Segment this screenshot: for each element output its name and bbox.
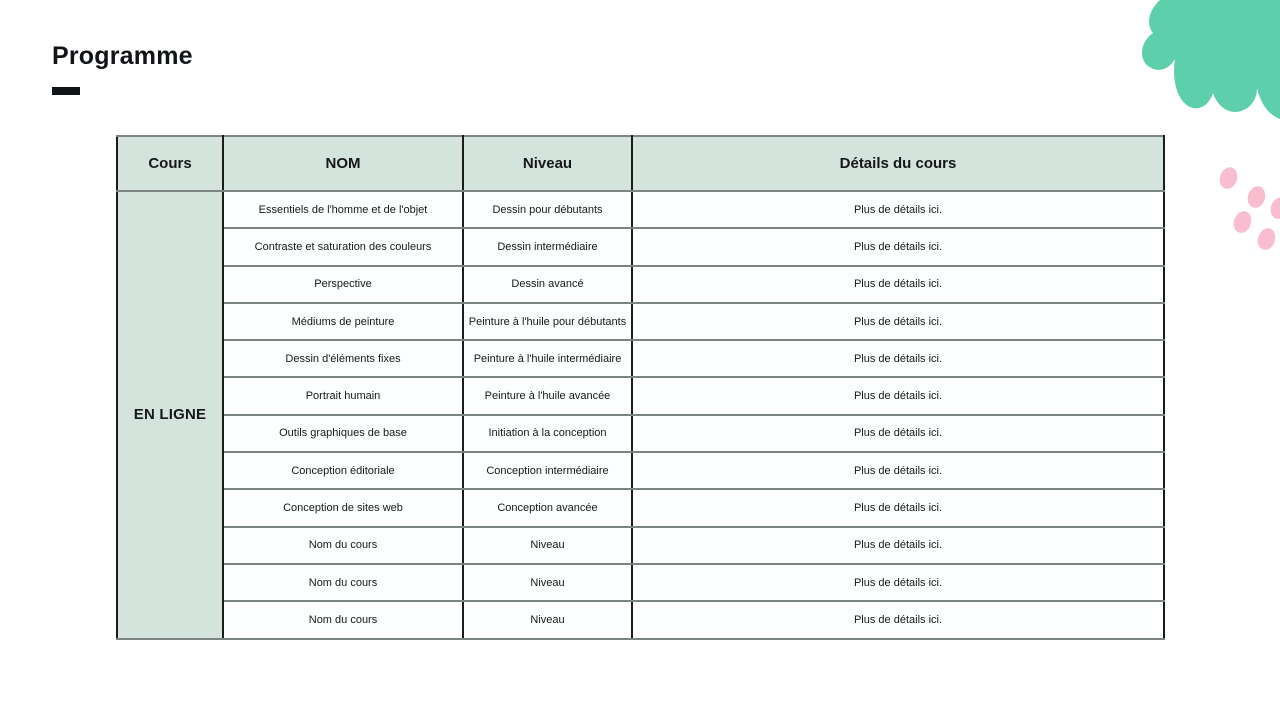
table-row <box>117 489 1164 526</box>
blob-svg <box>1138 0 1280 134</box>
pink-dot <box>1245 184 1268 210</box>
course-name-cell: Nom du cours <box>223 527 463 564</box>
title-underline-dash <box>52 87 80 95</box>
header-row <box>117 136 1164 191</box>
title-block <box>52 42 193 95</box>
course-name-cell: Nom du cours <box>223 601 463 638</box>
course-schedule-table <box>116 135 1165 640</box>
course-details-cell: Plus de détails ici. <box>632 228 1164 265</box>
course-details-cell: Plus de détails ici. <box>632 415 1164 452</box>
course-level-cell: Initiation à la conception <box>463 415 632 452</box>
course-name-cell: Contraste et saturation des couleurs <box>223 228 463 265</box>
table-row <box>117 228 1164 265</box>
course-name-cell: Outils graphiques de base <box>223 415 463 452</box>
table-row <box>117 377 1164 414</box>
pink-dot <box>1217 165 1240 191</box>
pink-dot <box>1231 209 1254 235</box>
header-niveau: Niveau <box>463 136 632 191</box>
course-table-header <box>117 136 1164 191</box>
course-details-cell: Plus de détails ici. <box>632 564 1164 601</box>
table-row <box>117 452 1164 489</box>
course-level-cell: Dessin avancé <box>463 266 632 303</box>
course-name-cell: Perspective <box>223 266 463 303</box>
course-name-cell: Dessin d'éléments fixes <box>223 340 463 377</box>
table-row <box>117 601 1164 638</box>
course-level-cell: Niveau <box>463 527 632 564</box>
course-details-cell: Plus de détails ici. <box>632 340 1164 377</box>
page-title: Programme <box>52 42 193 70</box>
course-details-cell: Plus de détails ici. <box>632 489 1164 526</box>
course-details-cell: Plus de détails ici. <box>632 452 1164 489</box>
table-row <box>117 303 1164 340</box>
header-details: Détails du cours <box>632 136 1164 191</box>
course-level-cell: Dessin pour débutants <box>463 191 632 228</box>
header-cours: Cours <box>117 136 223 191</box>
course-level-cell: Conception intermédiaire <box>463 452 632 489</box>
blob-shape <box>1142 0 1280 119</box>
course-table <box>116 135 1165 640</box>
table-row <box>117 340 1164 377</box>
course-name-cell: Portrait humain <box>223 377 463 414</box>
course-name-cell: Conception éditoriale <box>223 452 463 489</box>
table-row <box>117 564 1164 601</box>
course-name-cell: Nom du cours <box>223 564 463 601</box>
course-level-cell: Dessin intermédiaire <box>463 228 632 265</box>
pink-dot <box>1268 195 1280 221</box>
course-level-cell: Conception avancée <box>463 489 632 526</box>
course-details-cell: Plus de détails ici. <box>632 601 1164 638</box>
course-details-cell: Plus de détails ici. <box>632 303 1164 340</box>
table-row <box>117 415 1164 452</box>
teal-blob-decoration <box>1138 0 1280 134</box>
table-row <box>117 527 1164 564</box>
course-level-cell: Niveau <box>463 601 632 638</box>
course-level-cell: Peinture à l'huile avancée <box>463 377 632 414</box>
course-table-body <box>117 191 1164 639</box>
course-details-cell: Plus de détails ici. <box>632 377 1164 414</box>
pink-dot <box>1255 226 1278 252</box>
course-group-cell: EN LIGNE <box>117 191 223 639</box>
course-details-cell: Plus de détails ici. <box>632 191 1164 228</box>
course-name-cell: Conception de sites web <box>223 489 463 526</box>
course-level-cell: Peinture à l'huile intermédiaire <box>463 340 632 377</box>
course-name-cell: Essentiels de l'homme et de l'objet <box>223 191 463 228</box>
header-nom: NOM <box>223 136 463 191</box>
table-row <box>117 266 1164 303</box>
course-details-cell: Plus de détails ici. <box>632 527 1164 564</box>
course-level-cell: Peinture à l'huile pour débutants <box>463 303 632 340</box>
course-name-cell: Médiums de peinture <box>223 303 463 340</box>
course-level-cell: Niveau <box>463 564 632 601</box>
table-row <box>117 191 1164 228</box>
course-details-cell: Plus de détails ici. <box>632 266 1164 303</box>
